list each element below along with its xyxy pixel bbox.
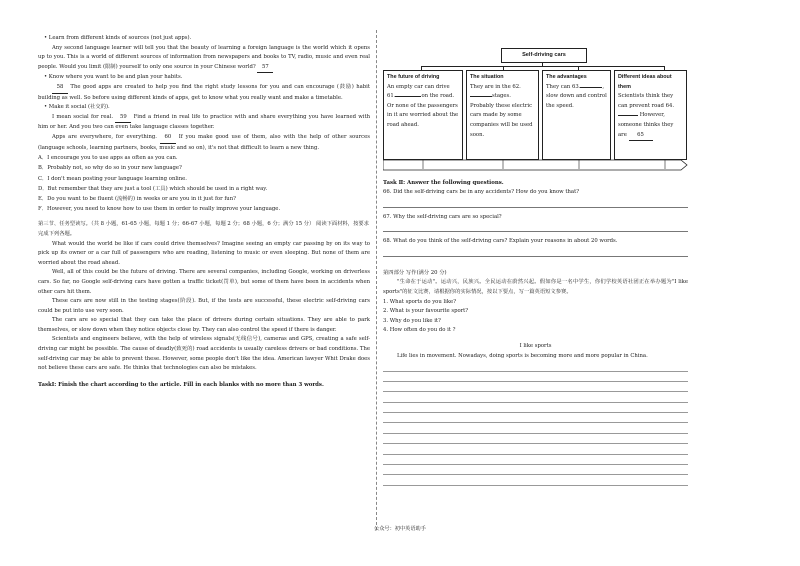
essay-line	[383, 372, 688, 382]
question-66: 66. Did the self-driving cars be in any accidents? How do you know that?	[383, 189, 580, 195]
tip-sources: • Learn from different kinds of sources (not just apps).	[44, 35, 192, 41]
paragraph-social: I mean social for real. 59 Find a friend in real life to practice with and share everything you have learned with him or her. And you two can even take language classes together.	[38, 113, 371, 131]
section-header: 第三节、任务型读写。（共 8 小题，61-65 小题，每题 1 分；66-67 小题，每题 2 分；68 小题，6 分；满分 15 分） 阅读下面材料，按要求完成下列各题。	[38, 221, 369, 237]
answer-line-68	[383, 247, 688, 257]
essay-opening: Life lies in movement. Nowadays, doing sports is becoming more and more popular in China.	[397, 352, 648, 359]
answer-line-67	[383, 222, 688, 232]
essay-line	[383, 382, 688, 392]
essay-line	[383, 455, 688, 465]
writing-point-2: 2. What is your favourite sport?	[383, 308, 469, 315]
column-divider	[376, 30, 377, 530]
writing-section-title: 第四部分 写作(满分 20 分)	[383, 269, 447, 276]
essay-line	[383, 361, 688, 371]
reading-p2: Well, all of this could be the future of driving. There are several companies, including Google, working on driverless cars. So far, no Google self-driving cars have gotten a traffic ticket(罚单), but some of them have been in accidents when other cars hit them.	[38, 269, 370, 295]
reading-p4: The cars are so special that they can take the place of drivers during certain situations. They are able to park themselves, or slow down when they notice objects close by. They can also control the speed if there is danger.	[38, 317, 370, 333]
option-a: A．I encourage you to use apps as often as you can.	[38, 155, 178, 162]
chart-connector	[421, 66, 665, 67]
option-c: C．I don't mean posting your language learning online.	[38, 175, 187, 182]
chart-box-advantages: The advantages They can 63. , slow down and control the speed.	[542, 70, 611, 160]
essay-line	[383, 444, 688, 454]
task2-instruction: Task Ⅱ: Answer the following questions.	[383, 180, 504, 186]
chart-box-situation: The situation They are in the 62.stages. Probably these electric cars made by some companies will be used soon.	[466, 70, 539, 160]
box-heading: Different ideas about them	[618, 74, 672, 90]
blank-63	[580, 87, 602, 88]
essay-line	[383, 434, 688, 444]
tip-social: • Make it social (社交的).	[44, 104, 110, 111]
writing-point-3: 3. Why do you like it?	[383, 317, 441, 324]
essay-line	[383, 423, 688, 433]
left-column	[38, 34, 370, 390]
question-68: 68. What do you think of the self-driving cars? Explain your reasons in about 20 words.	[383, 238, 618, 245]
writing-point-1: 1. What sports do you like?	[383, 298, 457, 305]
blank-61	[395, 96, 421, 97]
answer-line-66	[383, 198, 688, 208]
chart-title: Self-driving cars	[501, 48, 587, 63]
reading-p1: What would the world be like if cars could drive themselves? Imagine seeing an empty car passing by on its way to pick up its owner or a car full of passengers who are reading, listening to music or even sleeping. But none of them are worried about the road ahead.	[38, 240, 370, 266]
blank-64	[618, 115, 638, 116]
task1-instruction: TaskⅠ: Finish the chart according to the article. Fill in each blanks with no more than 3 words.	[38, 381, 324, 388]
blank-59: 59	[115, 113, 131, 124]
essay-writing-lines	[383, 361, 688, 486]
self-driving-chart	[383, 40, 688, 178]
chart-box-future: The future of driving An empty car can drive 61. on the road. Or none of the passengers in it are worried about the road ahead.	[383, 70, 463, 160]
page-footer: 公众号：初中英语助手	[374, 526, 426, 532]
blank-58: 58	[52, 83, 68, 94]
paragraph-plan: 58 The good apps are created to help you find the right study lessons for you and can encourage (鼓励) habit building as well. So before using different kinds of apps, get to know what you really want and make a timetable.	[38, 83, 370, 101]
option-f: F．However, you need to know how to use them in order to really improve your language.	[38, 206, 281, 213]
box-heading: The future of driving	[387, 74, 440, 80]
blank-65: 65	[629, 131, 653, 142]
chart-box-ideas: Different ideas about them Scientists think they can prevent road 64. However, someone thinks they are 65	[614, 70, 687, 160]
essay-line	[383, 392, 688, 402]
reading-p5: Scientists and engineers believe, with the help of wireless signals(无线信号), cameras and GPS, creating a safe self-driving car might be possible. The cause of deadly(致死的) road accidents is usually careless drivers or bad conditions. The self-driving car may be able to prevent these. However, some people don't like the idea. American lawyer Whit Drake does not believe these cars are safe. He thinks that technologies can also be mistakes.	[38, 336, 370, 372]
tip-plan: • Know where you want to be and plan your habits.	[44, 74, 183, 81]
box-heading: The advantages	[546, 74, 587, 80]
option-e: E．Do you want to be fluent (流畅的) in weeks or are you in it just for fun?	[38, 195, 236, 202]
question-67: 67. Why the self-driving cars are so special?	[383, 213, 502, 220]
essay-line	[383, 403, 688, 413]
paragraph-sources: Any second language learner will tell you that the beauty of learning a foreign language is the world which it opens up to you. This is a world of different sources of information from newspapers and books to TV, radio, music and even real people. Would you limit (限制) yourself to only one source in your Chinese world? 57	[38, 44, 370, 74]
blank-62	[470, 96, 492, 97]
essay-line	[383, 465, 688, 475]
writing-prompt: "生命在于运动"。运动兴，民族兴。全民运动在蔚然兴起。假如你是一名中学生，你们学校英语社团正在举办题为"I like sports"的征文比赛，请根据你的实际情况，按以下要点，写一篇英语短文参赛。	[383, 279, 688, 295]
option-d: D．But remember that they are just a tool (工具) which should be used in a right way.	[38, 185, 268, 192]
box-heading: The situation	[470, 74, 504, 80]
blank-60: 60	[160, 133, 176, 144]
reading-p3: These cars are now still in the testing stages(阶段). But, if the tests are successful, these electric self-driving cars could be put into use very soon.	[38, 298, 370, 314]
option-b: B．Probably not, so why do so in your new language?	[38, 165, 182, 172]
essay-line	[383, 413, 688, 423]
paragraph-apps: Apps are everywhere, for everything. 60 If you make good use of them, also with the help of other sources (language schools, learning partners, books, music and so on), it's not that difficult to learn a new thing.	[38, 133, 370, 151]
essay-title: I like sports	[519, 342, 552, 349]
essay-line	[383, 475, 688, 485]
writing-point-4: 4. How often do you do it ?	[383, 327, 456, 334]
right-column	[383, 34, 688, 486]
chart-bottom-arrow	[383, 158, 688, 172]
blank-57: 57	[257, 63, 273, 74]
